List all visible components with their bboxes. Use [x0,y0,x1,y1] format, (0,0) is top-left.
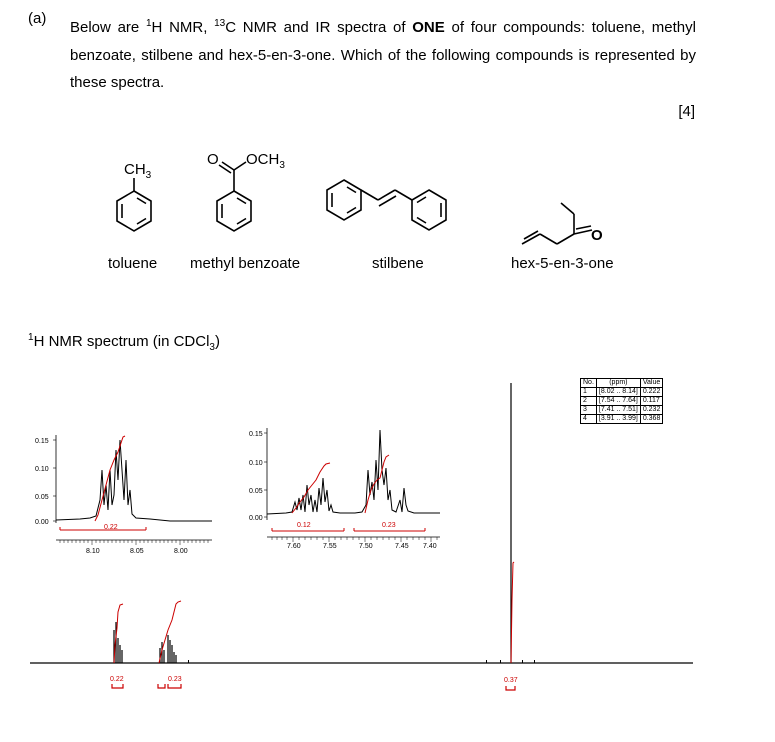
table-row: 1 [8.02 .. 8.14] 0.222 [581,388,663,397]
inset1-ytick-2: 0.10 [35,466,49,473]
inset1-ytick-1: 0.15 [35,438,49,445]
table-header-row [581,379,663,388]
inset2-xtick-5: 7.40 [423,543,437,550]
inset2-integral-1: 0.12 [297,522,311,529]
methyl-benzoate-och3-label: $OCH_3$ [246,151,285,171]
methyl-benzoate-name: methyl benzoate [190,255,301,272]
inset2-ytick-4: 0.00 [249,515,263,522]
main-spectrum [30,383,693,690]
nmr-spectrum-title: $^1$H NMR spectrum (in CDCl$_3$) [28,332,220,353]
table-row: 4 [3.91 .. 3.99] 0.368 [581,415,663,424]
inset1-ytick-3: 0.05 [35,494,49,501]
inset2-xtick-1: 7.60 [287,543,301,550]
inset1-ytick-4: 0.00 [35,519,49,526]
inset1-integral: 0.22 [104,524,118,531]
inset-2 [249,428,440,550]
question-text: Below are $^1$H NMR, $^{13}$C NMR and IR spectra of ONE of four compounds: toluene, methyl benzoate, stilbene and hex-5-en-3-one. Which of the following compounds is represented by these spectra. [70,18,696,91]
table-row: 2 [7.54 .. 7.64] 0.117 [581,397,663,406]
inset2-ytick-1: 0.15 [249,431,263,438]
inset2-xtick-2: 7.55 [323,543,337,550]
inset2-integral-2: 0.23 [382,522,396,529]
inset1-xtick-1: 8.10 [86,548,100,555]
main-integral-2: 0.23 [168,676,182,683]
table-header-no: No. [581,379,597,388]
integration-table [580,378,663,424]
inset1-xtick-3: 8.00 [174,548,188,555]
stilbene-name: stilbene [372,255,424,272]
inset2-ytick-3: 0.05 [249,488,263,495]
methyl-benzoate-structure [217,162,251,231]
main-integral-3: 0.37 [504,677,518,684]
inset1-xtick-2: 8.05 [130,548,144,555]
main-integral-1: 0.22 [110,676,124,683]
table-row: 3 [7.41 .. 7.51] 0.232 [581,406,663,415]
table-header-value: Value [640,379,663,388]
question-label: (a) [28,10,47,27]
hexenone-name: hex-5-en-3-one [511,255,614,272]
emphasis-one: ONE [412,19,445,36]
hexenone-o-label: O [591,227,603,244]
methyl-benzoate-o-label: O [207,151,219,168]
toluene-name: toluene [108,255,158,272]
inset2-xtick-4: 7.45 [395,543,409,550]
toluene-ch3-label: $CH_3$ [124,161,152,181]
inset-1 [35,435,212,555]
table-header-ppm: (ppm) [596,379,640,388]
stilbene-structure [327,180,446,230]
inset2-xtick-3: 7.50 [359,543,373,550]
toluene-structure [117,178,151,231]
marks-label: [4] [678,103,695,120]
hexenone-structure [522,203,592,244]
inset2-ytick-2: 0.10 [249,460,263,467]
